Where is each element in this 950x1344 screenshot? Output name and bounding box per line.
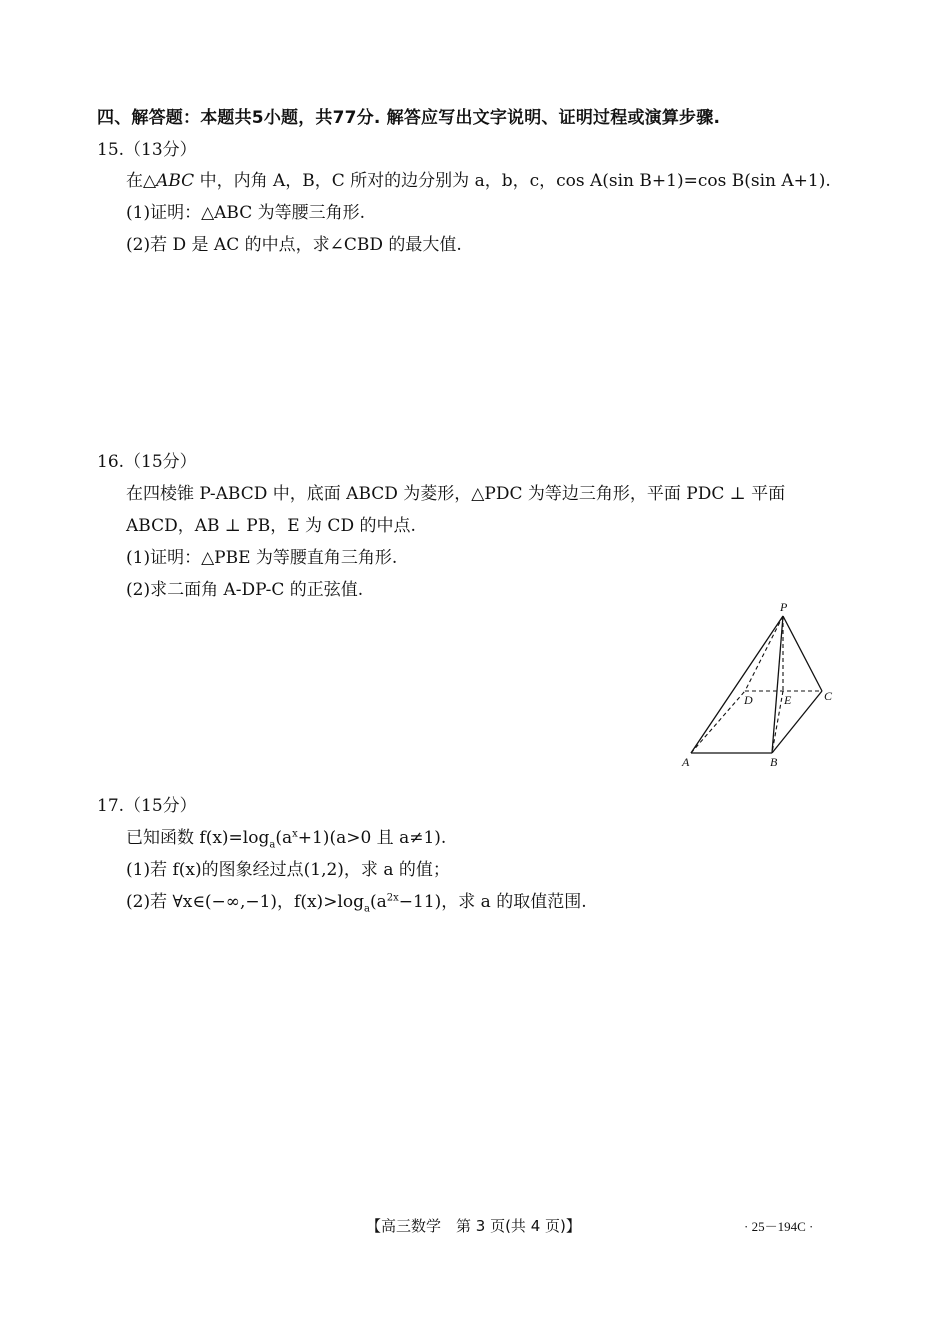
q17-stem <box>126 823 446 850</box>
q17-stem-sub: a <box>269 839 276 851</box>
q17-part1: (1)若 f(x)的图象经过点(1,2)，求 a 的值； <box>126 860 450 880</box>
section-heading: 四、解答题：本题共5小题，共77分. 解答应写出文字说明、证明过程或演算步骤. <box>97 108 721 128</box>
q15-stem-rest: 中，内角 A，B，C 所对的边分别为 a，b，c，cos A(sin B+1)=cos B(sin A+1). <box>194 171 831 191</box>
edge-EB <box>772 691 783 753</box>
q17-stem-a: 已知函数 f(x)=log <box>126 828 270 848</box>
q17-number: 17.（15分） <box>97 796 197 816</box>
q17-part2-a: (2)若 ∀x∈(−∞,−1)，f(x)>log <box>126 892 364 912</box>
edge-AD <box>691 691 745 753</box>
q17-stem-b: (a <box>275 828 293 848</box>
exam-code: · 25－194C · <box>744 1219 814 1234</box>
label-P: P <box>780 600 788 614</box>
label-B: B <box>770 755 778 769</box>
q16-line2: ABCD，AB ⊥ PB，E 为 CD 的中点. <box>126 516 416 536</box>
label-E: E <box>784 693 792 707</box>
edge-PC <box>783 616 822 691</box>
label-D: D <box>744 693 753 707</box>
q16-part1: (1)证明：△PBE 为等腰直角三角形. <box>126 548 398 568</box>
page-footer: 【高三数学 第 3 页(共 4 页)】 <box>366 1217 581 1235</box>
q15-stem-abc: ABC <box>156 171 195 191</box>
edge-PA <box>691 616 783 753</box>
edge-BC <box>772 691 822 753</box>
q17-part2-sub: a <box>364 903 370 915</box>
q16-part2: (2)求二面角 A-DP-C 的正弦值. <box>126 580 364 600</box>
q15-part1: (1)证明：△ABC 为等腰三角形. <box>126 203 366 223</box>
q15-stem <box>126 166 831 191</box>
q17-part2 <box>126 887 587 914</box>
q15-part2: (2)若 D 是 AC 的中点，求∠CBD 的最大值. <box>126 235 462 255</box>
pyramid-figure <box>680 598 840 770</box>
q17-stem-c: +1)(a>0 且 a≠1). <box>297 828 447 848</box>
q17-part2-c: −11)，求 a 的取值范围. <box>398 892 587 912</box>
q15-number: 15.（13分） <box>97 140 197 160</box>
q16-line1: 在四棱锥 P-ABCD 中，底面 ABCD 为菱形，△PDC 为等边三角形，平面 PDC ⊥ 平面 <box>126 484 786 504</box>
label-C: C <box>824 689 833 703</box>
label-A: A <box>682 755 690 769</box>
edge-PB <box>772 616 783 753</box>
q16-number: 16.（15分） <box>97 452 197 472</box>
q17-part2-b: (a <box>369 892 387 912</box>
q17-stem-sup: x <box>292 828 298 840</box>
q17-part2-sup: 2x <box>386 892 399 904</box>
q15-stem-prefix: 在△ <box>126 171 157 191</box>
